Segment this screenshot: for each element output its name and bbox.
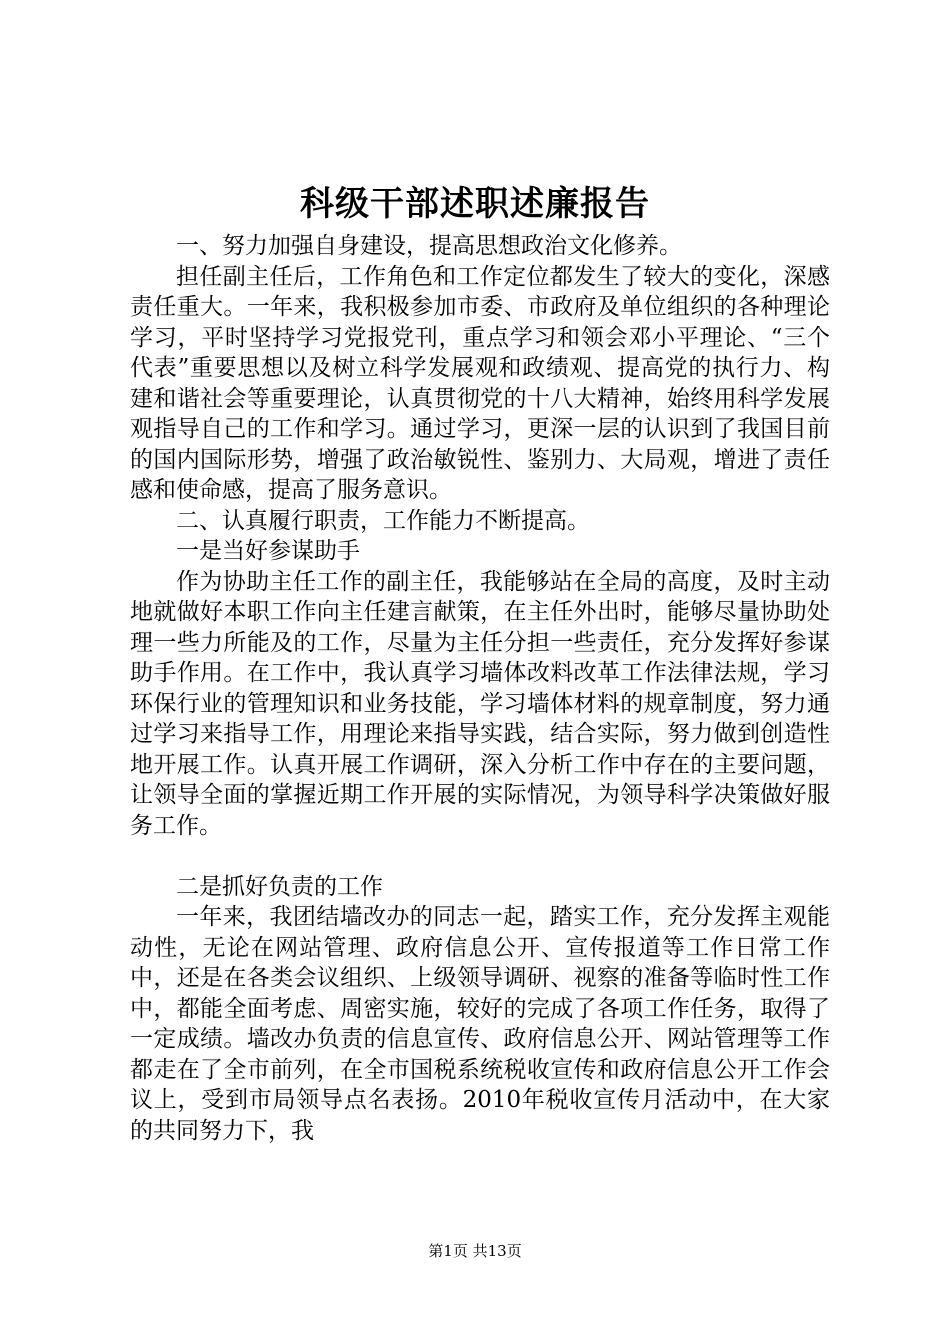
body-paragraph-1: 担任副主任后，工作角色和工作定位都发生了较大的变化，深感责任重大。一年来，我积极参加市委、市政府及单位组织的各种理论学习，平时坚持学习党报党刊，重点学习和领会邓小平理论、“三个代表”重要思想以及树立科学发展观和政绩观、提高党的执行力、构建和谐社会等重要理论，认真贯彻党的十八大精神，始终用科学发展观指导自己的工作和学习。通过学习，更深一层的认识到了我国目前的国内国际形势，增强了政治敏锐性、鉴别力、大局观，增进了责任感和使命感，提高了服务意识。 [130,263,830,503]
document-body [130,231,830,1146]
section-heading-1: 一、努力加强自身建设，提高思想政治文化修养。 [176,233,682,259]
subsection-heading-2: 二是抓好负责的工作 [176,873,383,900]
subsection-heading-1: 一是当好参谋助手 [176,538,360,564]
paragraph-spacer [130,841,830,872]
body-paragraph-2: 作为协助主任工作的副主任，我能够站在全局的高度，及时主动地就做好本职工作向主任建言献策，在主任外出时，能够尽量协助处理一些力所能及的工作，尽量为主任分担一些责任，充分发挥好参谋助手作用。在工作中，我认真学习墙体改料改革工作法律法规，学习环保行业的管理知识和业务技能，学习墙体材料的规章制度，努力通过学习来指导工作，用理论来指导实践，结合实际，努力做到创造性地开展工作。认真开展工作调研，深入分析工作中存在的主要问题，让领导全面的掌握近期工作开展的实际情况，为领导科学决策做好服务工作。 [130,568,830,839]
document-title: 科级干部述职述廉报告 [300,184,650,224]
section-heading-2: 二、认真履行职责，工作能力不断提高。 [176,507,590,534]
body-paragraph-3: 一年来，我团结墙改办的同志一起，踏实工作，充分发挥主观能动性，无论在网站管理、政府信息公开、宣传报道等工作日常工作中，还是在各类会议组织、上级领导调研、视察的准备等临时性工作中，都能全面考虑、周密实施，较好的完成了各项工作任务，取得了一定成绩。墙改办负责的信息宣传、政府信息公开、网站管理等工作都走在了全市前列，在全市国税系统税收宣传和政府信息公开工作会议上，受到市局领导点名表扬。2010年税收宣传月活动中，在大家的共同努力下，我 [130,904,830,1144]
page-footer: 第1页 共13页 [428,1242,522,1260]
